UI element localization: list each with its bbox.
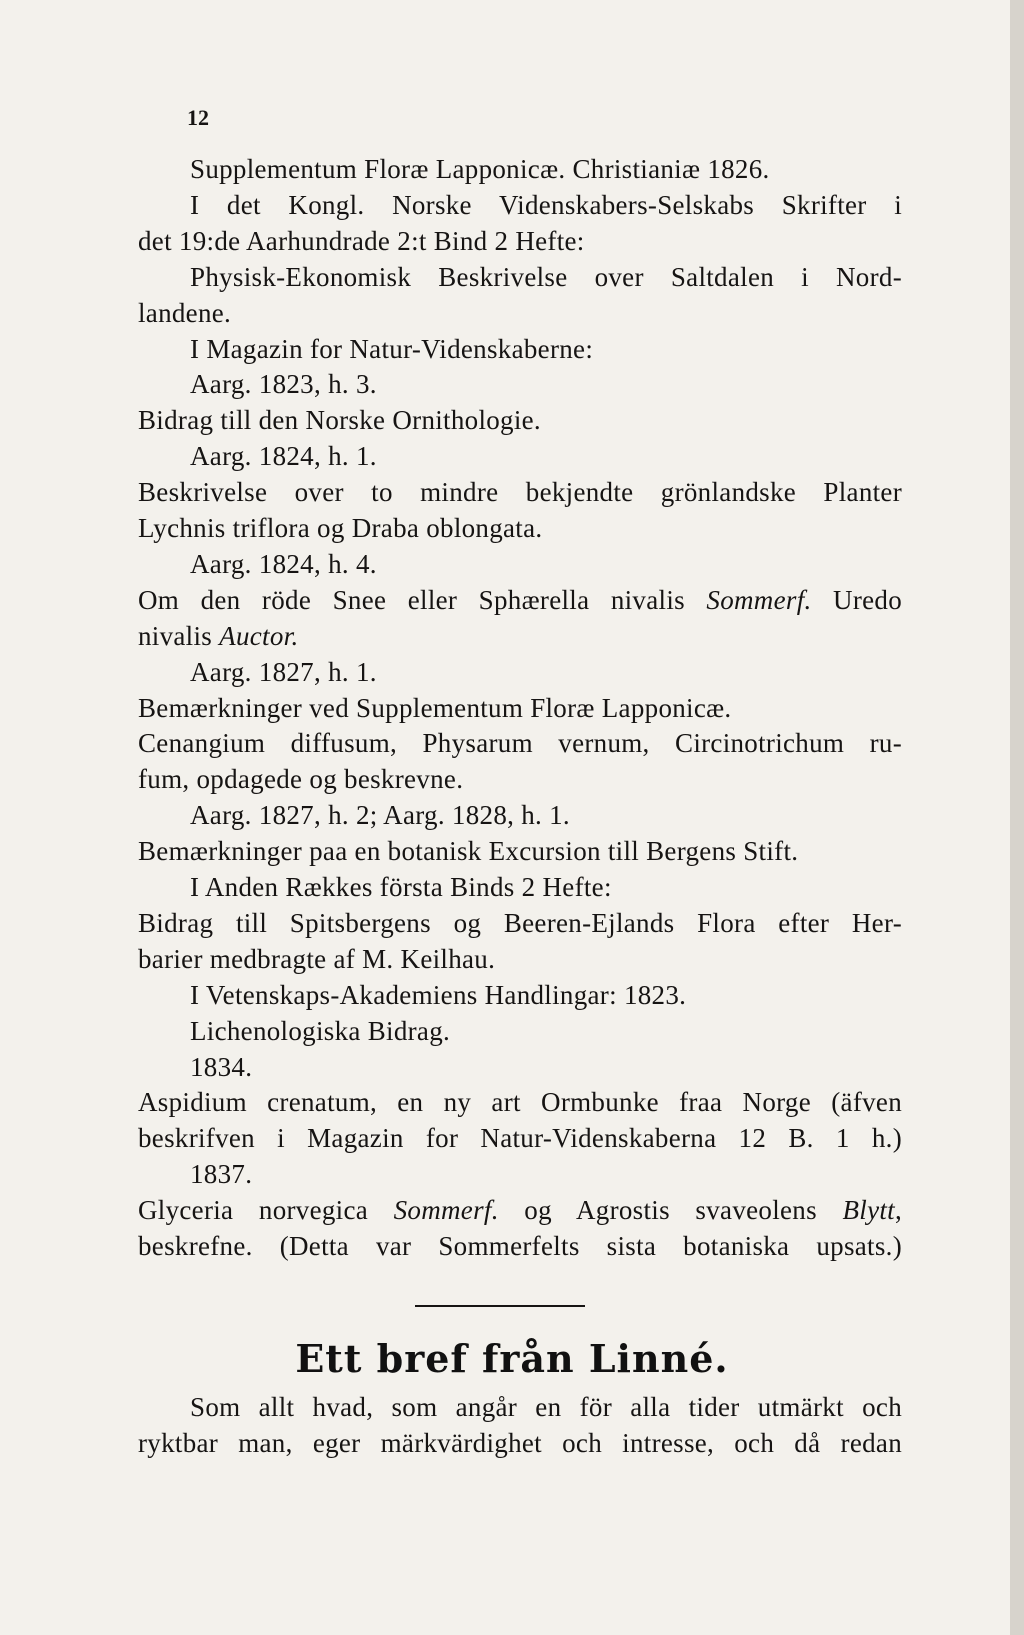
line-text: barier medbragte af M. Keilhau. <box>138 943 496 974</box>
author-abbreviation: Blytt <box>842 1195 895 1226</box>
line-text: fum, opdagede og beskrevne. <box>138 764 464 795</box>
line-text: Supplementum Floræ Lapponicæ. Christianiæ 1826. <box>190 154 770 184</box>
author-abbreviation: Sommerf. <box>393 1195 499 1226</box>
line-text: Lichenologiska Bidrag. <box>190 1015 451 1046</box>
line-text: Aarg. 1827, h. 1. <box>190 656 377 687</box>
line-text: landene. <box>138 297 232 328</box>
line-text: Bidrag till den Norske Ornithologie. <box>138 405 541 436</box>
text-line <box>138 1427 902 1459</box>
line-text: ryktbar man, eger märkvärdighet och intresse, och då redan <box>138 1428 902 1458</box>
line-text: Glyceria norvegica <box>138 1195 394 1226</box>
line-text: I det Kongl. Norske Videnskabers-Selskabs Skrifter i <box>190 189 902 220</box>
line-text: I Magazin for Natur-Videnskaberne: <box>190 333 594 364</box>
line-text: I Anden Rækkes första Binds 2 Hefte: <box>190 872 612 902</box>
line-text: beskrefne. (Detta var Sommerfelts sista botaniska upsats.) <box>138 1231 902 1261</box>
line-text: Uredo <box>811 584 902 615</box>
section-heading: Ett bref från Linné. <box>295 1336 729 1381</box>
line-text: nivalis <box>138 620 220 651</box>
line-text: beskrifven i Magazin for Natur-Videnskaberna 12 B. 1 h.) <box>138 1123 902 1154</box>
author-abbreviation: Auctor. <box>219 620 299 651</box>
line-text: Om den röde Snee eller Sphærella nivalis <box>138 584 707 615</box>
line-text: 1834. <box>190 1051 253 1082</box>
line-text: Beskrivelse over to mindre bekjendte grönlandske Planter <box>138 477 902 508</box>
line-text: Cenangium diffusum, Physarum vernum, Circinotrichum ru- <box>138 728 902 759</box>
page-edge <box>1010 0 1024 1635</box>
line-text: og Agrostis svaveolens <box>498 1195 843 1226</box>
line-text: Aarg. 1824, h. 4. <box>190 548 377 579</box>
line-text: Bemærkninger paa en botanisk Excursion till Bergens Stift. <box>138 836 799 867</box>
line-text: Physisk-Ekonomisk Beskrivelse over Saltdalen i Nord- <box>190 261 902 292</box>
page-number: 12 <box>187 105 209 130</box>
line-text: , <box>894 1195 903 1226</box>
author-abbreviation: Sommerf. <box>706 584 812 615</box>
line-text: Lychnis triflora og Draba oblongata. <box>138 513 543 543</box>
line-text: Aarg. 1824, h. 1. <box>190 441 377 472</box>
line-text: 1837. <box>190 1159 253 1190</box>
line-text: Som allt hvad, som angår en för alla tider utmärkt och <box>190 1392 902 1422</box>
text-line <box>138 1391 902 1423</box>
line-text: Aarg. 1823, h. 3. <box>190 369 377 400</box>
line-text: Bemærkninger ved Supplementum Floræ Lapponicæ. <box>138 692 732 723</box>
line-text: Aarg. 1827, h. 2; Aarg. 1828, h. 1. <box>190 800 570 831</box>
letter-intro-text <box>138 0 902 1635</box>
line-text: Aspidium crenatum, en ny art Ormbunke fraa Norge (äfven <box>138 1087 902 1118</box>
line-text: det 19:de Aarhundrade 2:t Bind 2 Hefte: <box>138 225 585 256</box>
line-text: I Vetenskaps-Akademiens Handlingar: 1823. <box>190 979 687 1010</box>
line-text: Bidrag till Spitsbergens og Beeren-Ejlands Flora efter Her- <box>138 907 902 938</box>
